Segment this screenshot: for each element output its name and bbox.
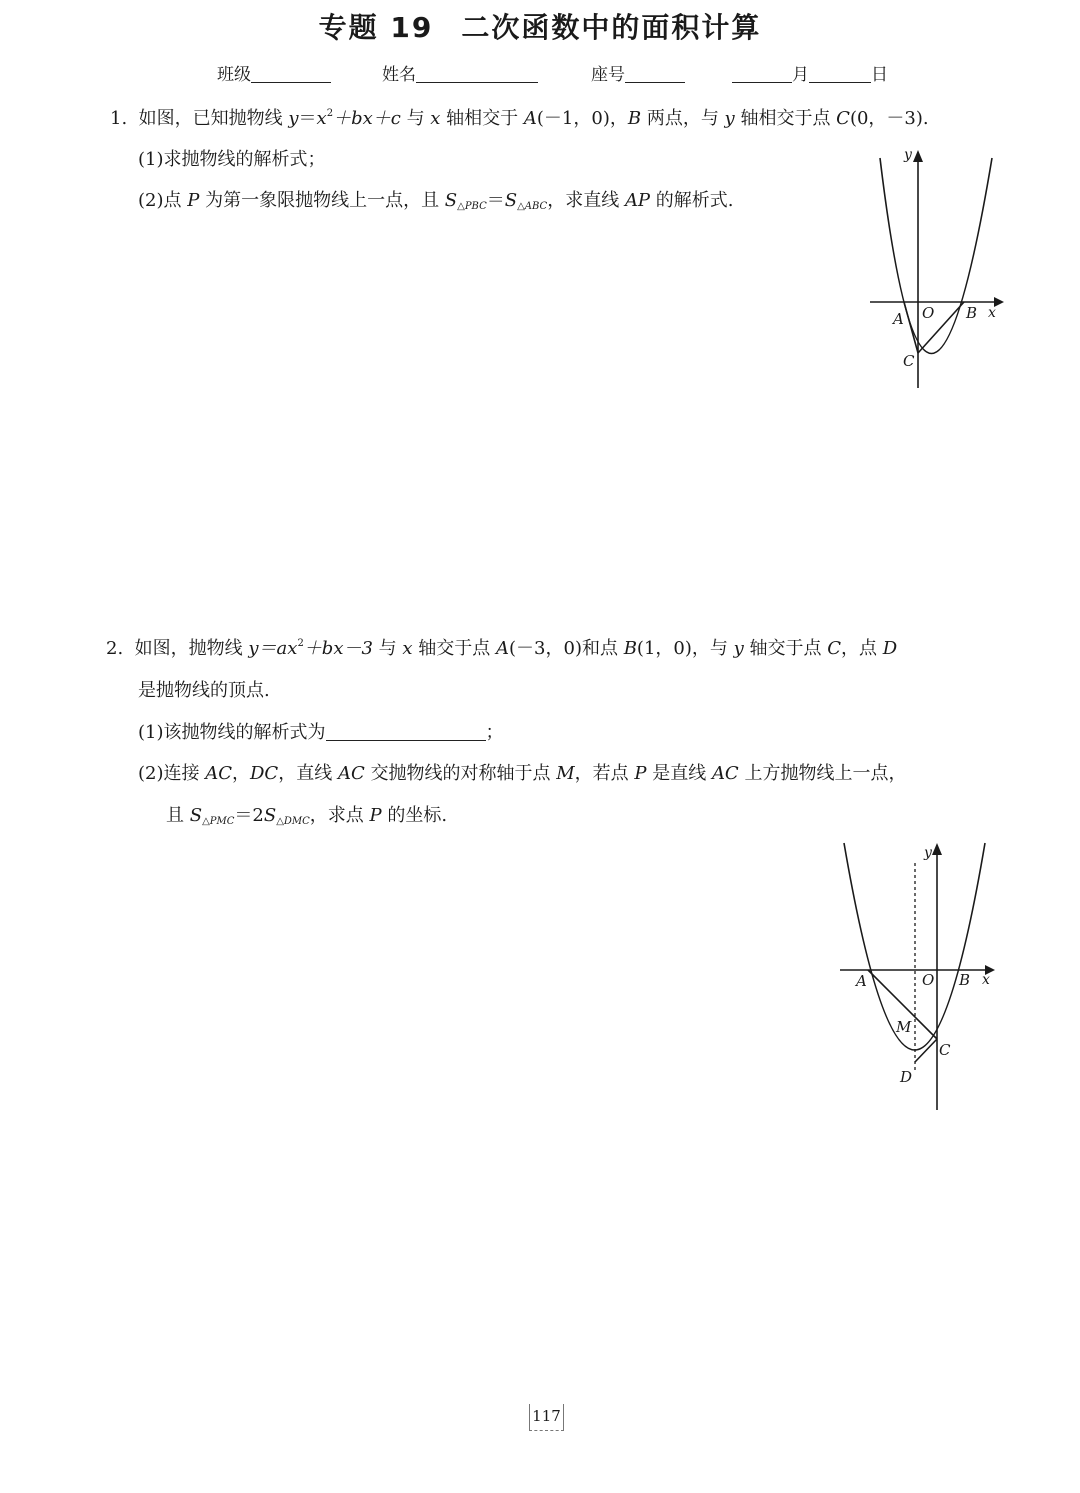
fig2-y-arrow-icon (932, 843, 942, 855)
fig2-label-y: y (924, 845, 932, 861)
q1-eq-eq: ＝ (298, 108, 317, 129)
q2-text: 轴交于点 (412, 638, 497, 659)
q1-coord-a: (－1，0)， (536, 108, 628, 129)
q1-part2 (138, 186, 734, 212)
q1-eq-sq: 2 (326, 108, 334, 119)
q2-point-b: B (623, 638, 637, 659)
q1-point-c: C (836, 108, 850, 129)
seat-blank (625, 64, 685, 83)
q2-stem (106, 634, 897, 660)
q2-p2-text: 上方抛物线上一点， (738, 763, 907, 784)
q1-p2-point-p: P (187, 190, 200, 211)
q2-l2-s: S (189, 805, 203, 826)
q1-p2-s: S (504, 190, 518, 211)
q1-y-axis: y (724, 108, 735, 129)
q1-p2-tri-abc: △ABC (517, 201, 548, 212)
q2-text: ，点 (841, 638, 883, 659)
fig2-label-m: M (896, 1018, 912, 1036)
q2-eq-part1: y＝ax (248, 638, 298, 659)
q1-p2-text: ，求直线 (547, 190, 625, 211)
page-title (0, 6, 1080, 46)
q2-part1-semicolon: ； (485, 722, 504, 743)
q1-p2-text: 的解析式. (650, 190, 734, 211)
q2-p2-text: 是直线 (646, 763, 712, 784)
q2-coord-b: (1，0)，与 (636, 638, 734, 659)
q1-text: 与 (400, 108, 431, 129)
q2-l2-tri-pmc: △PMC (202, 816, 235, 827)
q2-l2-eq: ＝2 (234, 805, 264, 826)
q1-point-a: A (523, 108, 537, 129)
q1-p2-text: (2)点 (138, 190, 188, 211)
q1-p2-line-ap: AP (624, 190, 651, 211)
class-blank (251, 64, 331, 83)
q1-coord-c: (0，－3). (849, 108, 929, 129)
month-blank (732, 64, 792, 83)
q1-x-axis: x (430, 108, 441, 129)
q1-eq-x: x (316, 108, 327, 129)
q2-p2-seg-ac: AC (205, 763, 232, 784)
q2-part1 (138, 718, 504, 744)
q2-x-axis: x (402, 638, 413, 659)
q2-part2 (138, 759, 906, 785)
class-field (217, 60, 331, 85)
q2-text: 如图，抛物线 (134, 638, 249, 659)
q2-p2-line-ac: AC (711, 763, 739, 784)
q2-p2-text: ，若点 (574, 763, 635, 784)
q2-p2-point-p: P (634, 763, 647, 784)
page-number: 117 (529, 1404, 564, 1431)
seat-field (591, 60, 685, 85)
q2-point-d: D (882, 638, 898, 659)
day-label: 日 (871, 65, 888, 85)
q1-p2-eq: ＝ (486, 190, 505, 211)
fig1-label-a: A (893, 310, 904, 328)
fig1-y-arrow-icon (913, 150, 923, 162)
name-blank (416, 64, 538, 83)
q1-p2-s: S (444, 190, 458, 211)
q1-text: 两点，与 (641, 108, 725, 129)
q1-p2-text: 为第一象限抛物线上一点，且 (199, 190, 445, 211)
q1-text: 如图，已知抛物线 (138, 108, 289, 129)
fig2-label-a: A (856, 972, 867, 990)
q2-text: 轴交于点 (743, 638, 828, 659)
date-field (732, 60, 888, 85)
q2-part2-line2 (166, 801, 447, 827)
q2-l2-text: 的坐标. (381, 805, 448, 826)
q2-part1-text: (1)该抛物线的解析式为 (138, 722, 326, 743)
q1-p2-tri-pbc: △PBC (457, 201, 487, 212)
q1-eq-rest: ＋bx＋c (333, 108, 401, 129)
class-label: 班级 (217, 65, 251, 85)
q2-point-a: A (496, 638, 510, 659)
q2-p2-text: 交抛物线的对称轴于点 (364, 763, 557, 784)
q1-point-b: B (627, 108, 642, 129)
name-label: 姓名 (382, 65, 416, 85)
name-field (382, 60, 538, 85)
q2-l2-s: S (263, 805, 277, 826)
q1-text: 轴相交于 (440, 108, 524, 129)
fig2-parabola (844, 843, 985, 1050)
title-text: 二次函数中的面积计算 (461, 11, 762, 44)
q2-answer-blank (326, 722, 486, 741)
q2-l2-text: 且 (166, 805, 190, 826)
fig1-label-o: O (922, 304, 935, 322)
day-blank (809, 64, 871, 83)
q2-eq-sq: 2 (297, 638, 304, 649)
fig2-label-b: B (959, 971, 971, 989)
q2-coord-a: (－3，0)和点 (509, 638, 624, 659)
q2-point-c: C (827, 638, 841, 659)
fig1-segment-ac (904, 302, 918, 353)
q2-p2-text: (2)连接 (138, 763, 206, 784)
fig1-label-c: C (903, 352, 915, 370)
q2-figure (830, 835, 1010, 1120)
q2-l2-tri-dmc: △DMC (276, 816, 310, 827)
q2-p2-point-m: M (556, 763, 575, 784)
q2-l2-point-p: P (369, 805, 382, 826)
q1-stem (110, 104, 929, 130)
q2-p2-text: ， (232, 763, 250, 784)
q2-p2-text: ，直线 (278, 763, 338, 784)
q2-eq-part2: ＋bx－3 (303, 638, 373, 659)
q1-part1: (1)求抛物线的解析式； (138, 149, 326, 170)
month-label: 月 (792, 65, 809, 85)
fig1-label-b: B (966, 304, 978, 322)
fig2-label-c: C (939, 1041, 951, 1059)
q2-p2-seg-dc: DC (250, 763, 279, 784)
fig2-segment-dc (915, 1039, 937, 1062)
q1-figure (860, 140, 1010, 400)
q2-l2-text: ，求点 (309, 805, 370, 826)
fig2-label-x: x (982, 972, 990, 988)
fig2-label-d: D (900, 1068, 913, 1086)
q2-p2-line-ac: AC (337, 763, 365, 784)
q2-stem-line2: 是抛物线的顶点. (138, 680, 270, 701)
title-number: 专题 19 (318, 11, 434, 44)
seat-label: 座号 (591, 65, 625, 85)
fig1-label-y: y (904, 147, 912, 163)
fig1-label-x: x (988, 305, 996, 321)
q1-text: 轴相交于点 (734, 108, 837, 129)
q2-text: 与 (372, 638, 403, 659)
q2-number: 2. (106, 638, 124, 659)
fig2-label-o: O (922, 971, 935, 989)
q1-number: 1. (110, 108, 128, 129)
q1-eq-y: y (288, 108, 299, 129)
q2-y-axis: y (733, 638, 744, 659)
